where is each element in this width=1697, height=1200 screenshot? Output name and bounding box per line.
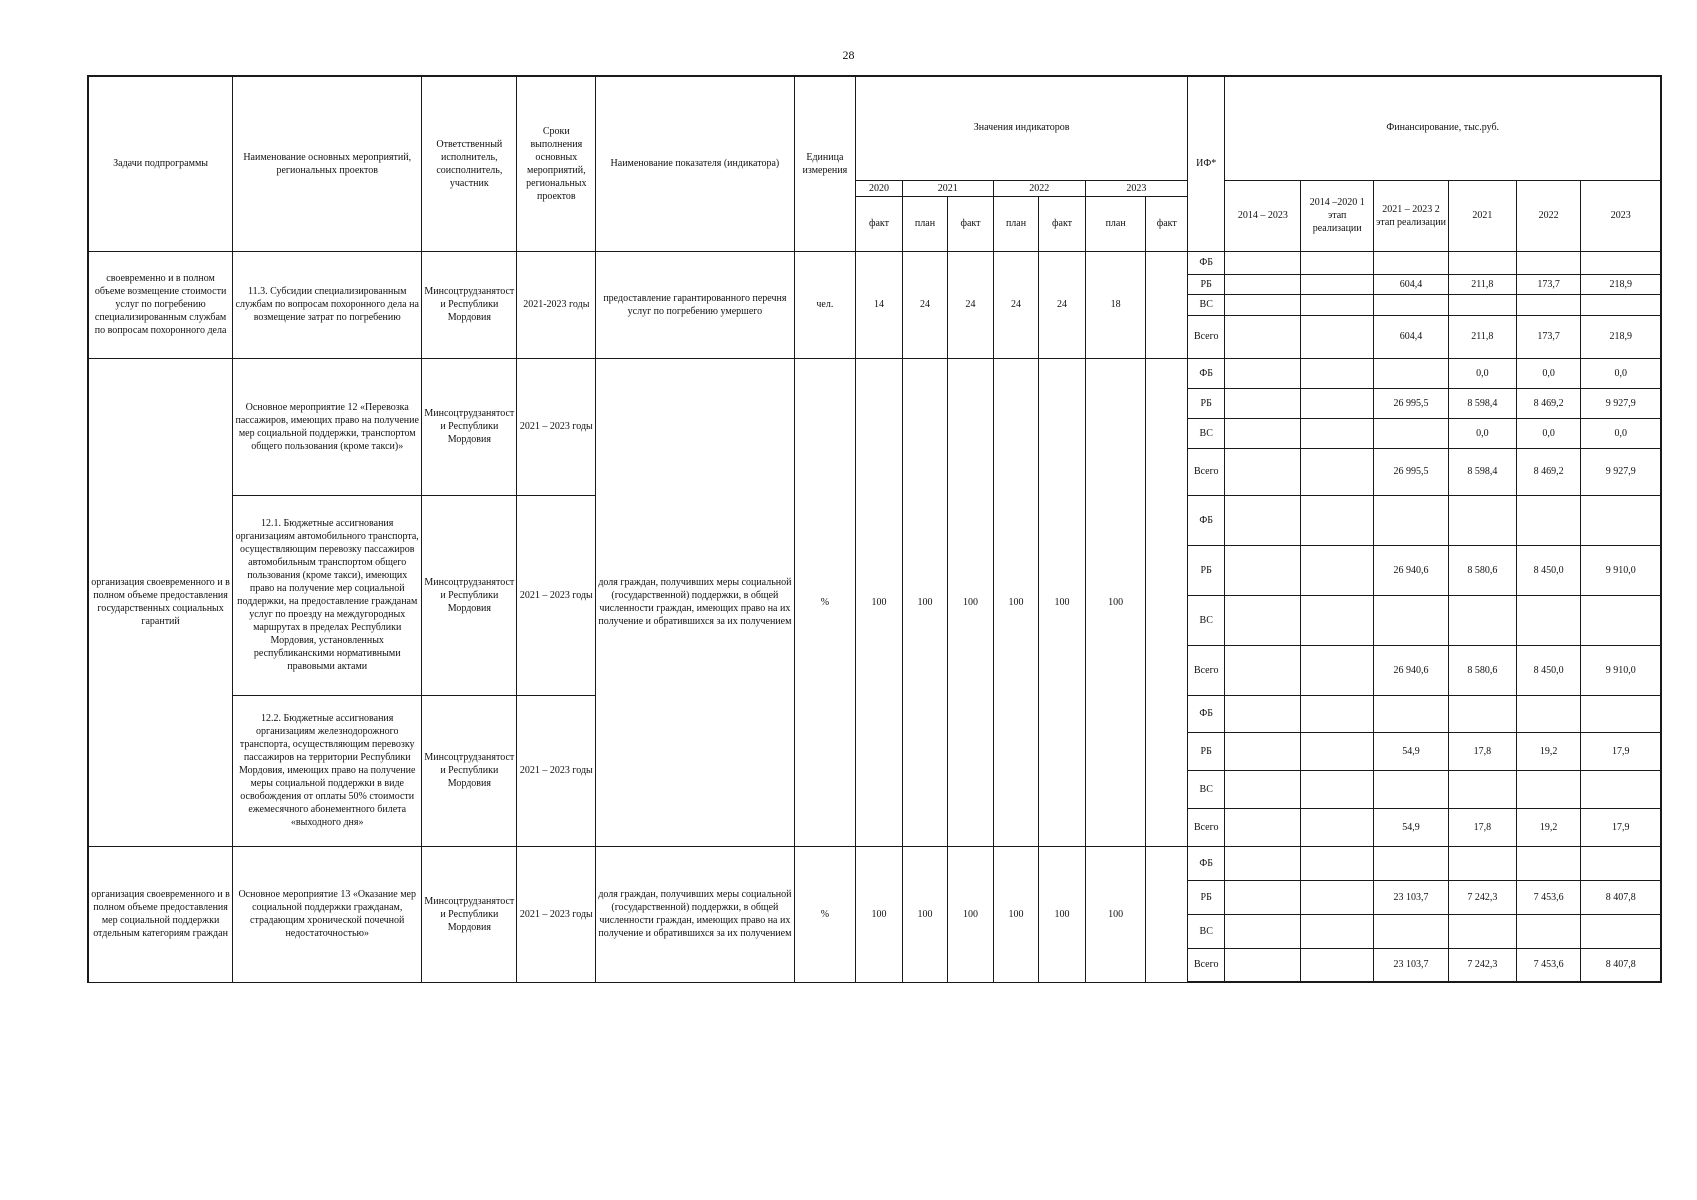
finance-cell bbox=[1516, 251, 1581, 274]
funding-source-cell: Всего bbox=[1188, 645, 1225, 695]
indicator-value-cell: 100 bbox=[993, 358, 1039, 846]
indicator-value-cell: 24 bbox=[948, 251, 994, 358]
finance-cell: 8 469,2 bbox=[1516, 448, 1581, 495]
finance-cell bbox=[1301, 545, 1374, 595]
finance-cell bbox=[1374, 695, 1449, 732]
finance-cell bbox=[1448, 294, 1516, 315]
finance-cell: 211,8 bbox=[1448, 274, 1516, 294]
finance-cell: 17,9 bbox=[1581, 732, 1661, 770]
measure-cell: Основное мероприятие 12 «Перевозка пассажиров, имеющих право на получение мер социальной поддержки, транспортом общего пользования (кроме такси)» bbox=[233, 358, 422, 495]
finance-cell bbox=[1225, 251, 1301, 274]
finance-cell bbox=[1374, 358, 1449, 388]
finance-cell: 218,9 bbox=[1581, 315, 1661, 358]
header-fin-col-5: 2022 bbox=[1516, 180, 1581, 251]
funding-source-cell: ВС bbox=[1188, 294, 1225, 315]
header-plan: план bbox=[993, 196, 1039, 251]
finance-cell bbox=[1301, 645, 1374, 695]
finance-cell bbox=[1225, 808, 1301, 846]
finance-cell bbox=[1516, 770, 1581, 808]
header-terms: Сроки выполнения основных мероприятий, региональных проектов bbox=[517, 76, 596, 251]
finance-cell: 54,9 bbox=[1374, 732, 1449, 770]
finance-cell: 26 995,5 bbox=[1374, 388, 1449, 418]
header-unit: Единица измерения bbox=[794, 76, 856, 251]
responsible-cell: Минсоцтрудзанятости Республики Мордовия bbox=[422, 846, 517, 982]
finance-cell bbox=[1301, 808, 1374, 846]
indicator-value-cell: 100 bbox=[1039, 846, 1086, 982]
finance-cell: 7 242,3 bbox=[1448, 948, 1516, 982]
finance-cell bbox=[1516, 294, 1581, 315]
header-financing: Финансирование, тыс.руб. bbox=[1225, 76, 1661, 180]
finance-cell bbox=[1225, 545, 1301, 595]
indicator-value-cell: 100 bbox=[948, 358, 994, 846]
responsible-cell: Минсоцтрудзанятости Республики Мордовия bbox=[422, 358, 517, 495]
funding-source-cell: ФБ bbox=[1188, 695, 1225, 732]
finance-cell: 17,8 bbox=[1448, 808, 1516, 846]
finance-cell bbox=[1225, 294, 1301, 315]
indicator-value-cell: 100 bbox=[993, 846, 1039, 982]
responsible-cell: Минсоцтрудзанятости Республики Мордовия bbox=[422, 695, 517, 846]
finance-cell bbox=[1301, 358, 1374, 388]
finance-cell bbox=[1225, 846, 1301, 880]
table-row bbox=[88, 358, 1661, 388]
unit-cell: % bbox=[794, 358, 856, 846]
header-responsible: Ответственный исполнитель, соисполнитель, участник bbox=[422, 76, 517, 251]
indicator-value-cell: 100 bbox=[1085, 846, 1146, 982]
finance-cell: 23 103,7 bbox=[1374, 948, 1449, 982]
funding-source-cell: ВС bbox=[1188, 418, 1225, 448]
finance-cell bbox=[1225, 645, 1301, 695]
finance-cell bbox=[1581, 770, 1661, 808]
finance-cell: 8 450,0 bbox=[1516, 645, 1581, 695]
finance-cell: 604,4 bbox=[1374, 274, 1449, 294]
measure-cell: 11.3. Субсидии специализированным службам по вопросам похоронного дела на возмещение затрат по погребению bbox=[233, 251, 422, 358]
finance-cell bbox=[1301, 315, 1374, 358]
finance-cell bbox=[1516, 914, 1581, 948]
finance-cell bbox=[1374, 595, 1449, 645]
header-year-2023: 2023 bbox=[1085, 180, 1187, 196]
funding-source-cell: ВС bbox=[1188, 914, 1225, 948]
table-row bbox=[88, 251, 1661, 274]
finance-cell bbox=[1301, 448, 1374, 495]
finance-cell: 9 910,0 bbox=[1581, 545, 1661, 595]
finance-cell bbox=[1301, 251, 1374, 274]
funding-source-cell: Всего bbox=[1188, 948, 1225, 982]
finance-cell bbox=[1581, 695, 1661, 732]
finance-cell bbox=[1581, 251, 1661, 274]
task-cell: организация своевременного и в полном объеме предоставления государственных социальных гарантий bbox=[88, 358, 233, 846]
funding-source-cell: ФБ bbox=[1188, 251, 1225, 274]
task-cell: своевременно и в полном объеме возмещение стоимости услуг по погребению специализированным службам по вопросам похоронного дела bbox=[88, 251, 233, 358]
finance-cell bbox=[1581, 294, 1661, 315]
indicator-value-cell bbox=[1146, 846, 1188, 982]
funding-source-cell: РБ bbox=[1188, 880, 1225, 914]
finance-cell bbox=[1301, 770, 1374, 808]
finance-cell: 54,9 bbox=[1374, 808, 1449, 846]
finance-cell bbox=[1374, 846, 1449, 880]
finance-cell bbox=[1301, 418, 1374, 448]
finance-cell bbox=[1225, 495, 1301, 545]
funding-source-cell: Всего bbox=[1188, 315, 1225, 358]
finance-cell bbox=[1225, 914, 1301, 948]
finance-cell: 8 407,8 bbox=[1581, 880, 1661, 914]
indicator-value-cell: 24 bbox=[993, 251, 1039, 358]
finance-cell bbox=[1581, 595, 1661, 645]
finance-cell bbox=[1225, 315, 1301, 358]
finance-cell bbox=[1516, 495, 1581, 545]
header-fact: факт bbox=[1039, 196, 1086, 251]
indicator-value-cell: 24 bbox=[902, 251, 948, 358]
finance-cell bbox=[1225, 358, 1301, 388]
finance-cell bbox=[1225, 695, 1301, 732]
header-fin-col-3: 2021 – 2023 2 этап реализации bbox=[1374, 180, 1449, 251]
finance-cell bbox=[1448, 770, 1516, 808]
finance-cell: 8 598,4 bbox=[1448, 388, 1516, 418]
header-year-2020: 2020 bbox=[856, 180, 903, 196]
finance-cell bbox=[1301, 495, 1374, 545]
finance-cell: 0,0 bbox=[1448, 418, 1516, 448]
finance-cell: 9 927,9 bbox=[1581, 388, 1661, 418]
finance-cell: 173,7 bbox=[1516, 274, 1581, 294]
terms-cell: 2021 – 2023 годы bbox=[517, 495, 596, 695]
finance-cell: 8 580,6 bbox=[1448, 545, 1516, 595]
finance-cell bbox=[1448, 495, 1516, 545]
header-year-2022: 2022 bbox=[993, 180, 1085, 196]
finance-cell bbox=[1301, 846, 1374, 880]
indicator-value-cell: 100 bbox=[1085, 358, 1146, 846]
finance-cell bbox=[1581, 846, 1661, 880]
header-funding-source: ИФ* bbox=[1188, 76, 1225, 251]
finance-cell bbox=[1225, 274, 1301, 294]
header-fin-col-4: 2021 bbox=[1448, 180, 1516, 251]
finance-cell bbox=[1516, 846, 1581, 880]
funding-source-cell: Всего bbox=[1188, 448, 1225, 495]
funding-source-cell: ФБ bbox=[1188, 495, 1225, 545]
finance-cell bbox=[1301, 880, 1374, 914]
measure-cell: 12.1. Бюджетные ассигнования организациям автомобильного транспорта, осуществляющим перевозку пассажиров автомобильным транспортом общего пользования (кроме такси), имеющих право на получение мер социальной поддержки, на предоставление гражданам услуг по проезду на междугородных маршрутах в пределах Республики Мордовия, установленных республиканскими нормативными правовыми актами bbox=[233, 495, 422, 695]
header-fact: факт bbox=[856, 196, 903, 251]
indicator-value-cell bbox=[1146, 251, 1188, 358]
finance-cell bbox=[1448, 914, 1516, 948]
measure-cell: 12.2. Бюджетные ассигнования организациям железнодорожного транспорта, осуществляющим перевозку пассажиров на территории Республики Мордовия, имеющих право на получение меры социальной поддержки в виде освобождения от оплаты 50% стоимости ежемесячного абонементного билета «выходного дня» bbox=[233, 695, 422, 846]
finance-cell: 211,8 bbox=[1448, 315, 1516, 358]
finance-cell: 9 927,9 bbox=[1581, 448, 1661, 495]
unit-cell: чел. bbox=[794, 251, 856, 358]
funding-source-cell: РБ bbox=[1188, 388, 1225, 418]
finance-cell: 0,0 bbox=[1516, 358, 1581, 388]
finance-cell bbox=[1301, 274, 1374, 294]
finance-cell: 0,0 bbox=[1581, 418, 1661, 448]
finance-cell bbox=[1301, 595, 1374, 645]
header-fin-col-1: 2014 – 2023 bbox=[1225, 180, 1301, 251]
responsible-cell: Минсоцтрудзанятости Республики Мордовия bbox=[422, 251, 517, 358]
finance-cell: 23 103,7 bbox=[1374, 880, 1449, 914]
finance-cell bbox=[1301, 294, 1374, 315]
header-fact: факт bbox=[948, 196, 994, 251]
funding-source-cell: ФБ bbox=[1188, 358, 1225, 388]
indicator-value-cell: 100 bbox=[948, 846, 994, 982]
page-number: 28 bbox=[842, 48, 855, 62]
terms-cell: 2021-2023 годы bbox=[517, 251, 596, 358]
finance-cell: 8 469,2 bbox=[1516, 388, 1581, 418]
funding-source-cell: РБ bbox=[1188, 274, 1225, 294]
header-tasks: Задачи подпрограммы bbox=[88, 76, 233, 251]
finance-cell bbox=[1225, 880, 1301, 914]
header-fact: факт bbox=[1146, 196, 1188, 251]
indicator-value-cell: 100 bbox=[856, 358, 903, 846]
finance-cell bbox=[1374, 251, 1449, 274]
header-plan: план bbox=[1085, 196, 1146, 251]
finance-cell bbox=[1581, 495, 1661, 545]
funding-source-cell: ФБ bbox=[1188, 846, 1225, 880]
finance-cell bbox=[1225, 448, 1301, 495]
finance-cell bbox=[1225, 388, 1301, 418]
finance-cell: 0,0 bbox=[1516, 418, 1581, 448]
finance-cell: 8 598,4 bbox=[1448, 448, 1516, 495]
finance-cell: 8 580,6 bbox=[1448, 645, 1516, 695]
terms-cell: 2021 – 2023 годы bbox=[517, 695, 596, 846]
indicator-value-cell bbox=[1146, 358, 1188, 846]
responsible-cell: Минсоцтрудзанятости Республики Мордовия bbox=[422, 495, 517, 695]
finance-cell bbox=[1301, 388, 1374, 418]
finance-cell bbox=[1374, 495, 1449, 545]
indicator-cell: доля граждан, получивших меры социальной (государственной) поддержки, в общей численности граждан, имеющих право на их получение и обратившихся за их получением bbox=[596, 358, 794, 846]
indicator-cell: предоставление гарантированного перечня услуг по погребению умершего bbox=[596, 251, 794, 358]
finance-cell bbox=[1516, 695, 1581, 732]
indicator-value-cell: 18 bbox=[1085, 251, 1146, 358]
finance-cell bbox=[1301, 695, 1374, 732]
finance-cell bbox=[1374, 294, 1449, 315]
funding-source-cell: ВС bbox=[1188, 595, 1225, 645]
finance-cell bbox=[1225, 948, 1301, 982]
measure-cell: Основное мероприятие 13 «Оказание мер социальной поддержки гражданам, страдающим хронической почечной недостаточностью» bbox=[233, 846, 422, 982]
finance-cell bbox=[1225, 418, 1301, 448]
funding-source-cell: РБ bbox=[1188, 732, 1225, 770]
unit-cell: % bbox=[794, 846, 856, 982]
indicator-value-cell: 14 bbox=[856, 251, 903, 358]
finance-cell bbox=[1374, 770, 1449, 808]
finance-cell bbox=[1448, 695, 1516, 732]
program-table bbox=[87, 75, 1662, 983]
finance-cell: 9 910,0 bbox=[1581, 645, 1661, 695]
finance-cell: 604,4 bbox=[1374, 315, 1449, 358]
finance-cell bbox=[1448, 595, 1516, 645]
header-indicator-values: Значения индикаторов bbox=[856, 76, 1188, 180]
finance-cell: 19,2 bbox=[1516, 808, 1581, 846]
header-year-2021: 2021 bbox=[902, 180, 993, 196]
finance-cell: 173,7 bbox=[1516, 315, 1581, 358]
indicator-value-cell: 24 bbox=[1039, 251, 1086, 358]
finance-cell bbox=[1516, 595, 1581, 645]
finance-cell: 218,9 bbox=[1581, 274, 1661, 294]
finance-cell: 0,0 bbox=[1448, 358, 1516, 388]
finance-cell: 26 995,5 bbox=[1374, 448, 1449, 495]
header-measures: Наименование основных мероприятий, региональных проектов bbox=[233, 76, 422, 251]
indicator-value-cell: 100 bbox=[902, 358, 948, 846]
finance-cell bbox=[1301, 914, 1374, 948]
finance-cell: 17,8 bbox=[1448, 732, 1516, 770]
funding-source-cell: Всего bbox=[1188, 808, 1225, 846]
header-fin-col-2: 2014 –2020 1 этап реализации bbox=[1301, 180, 1374, 251]
table-body bbox=[88, 76, 1661, 982]
finance-cell bbox=[1448, 846, 1516, 880]
header-fin-col-6: 2023 bbox=[1581, 180, 1661, 251]
terms-cell: 2021 – 2023 годы bbox=[517, 358, 596, 495]
finance-cell: 26 940,6 bbox=[1374, 645, 1449, 695]
table-row bbox=[88, 846, 1661, 880]
finance-cell bbox=[1225, 595, 1301, 645]
indicator-value-cell: 100 bbox=[902, 846, 948, 982]
finance-cell: 19,2 bbox=[1516, 732, 1581, 770]
finance-cell bbox=[1301, 948, 1374, 982]
finance-cell: 17,9 bbox=[1581, 808, 1661, 846]
header-indicator: Наименование показателя (индикатора) bbox=[596, 76, 794, 251]
finance-cell bbox=[1225, 770, 1301, 808]
finance-cell: 8 450,0 bbox=[1516, 545, 1581, 595]
finance-cell: 0,0 bbox=[1581, 358, 1661, 388]
finance-cell: 26 940,6 bbox=[1374, 545, 1449, 595]
indicator-value-cell: 100 bbox=[1039, 358, 1086, 846]
funding-source-cell: ВС bbox=[1188, 770, 1225, 808]
finance-cell bbox=[1448, 251, 1516, 274]
finance-cell: 7 242,3 bbox=[1448, 880, 1516, 914]
finance-cell: 7 453,6 bbox=[1516, 948, 1581, 982]
header-plan: план bbox=[902, 196, 948, 251]
finance-cell bbox=[1374, 914, 1449, 948]
finance-cell bbox=[1374, 418, 1449, 448]
funding-source-cell: РБ bbox=[1188, 545, 1225, 595]
indicator-value-cell: 100 bbox=[856, 846, 903, 982]
finance-cell bbox=[1301, 732, 1374, 770]
finance-cell: 8 407,8 bbox=[1581, 948, 1661, 982]
indicator-cell: доля граждан, получивших меры социальной (государственной) поддержки, в общей численности граждан, имеющих право на их получение и обратившихся за их получением bbox=[596, 846, 794, 982]
finance-cell: 7 453,6 bbox=[1516, 880, 1581, 914]
finance-cell bbox=[1581, 914, 1661, 948]
task-cell: организация своевременного и в полном объеме предоставления мер социальной поддержки отдельным категориям граждан bbox=[88, 846, 233, 982]
terms-cell: 2021 – 2023 годы bbox=[517, 846, 596, 982]
finance-cell bbox=[1225, 732, 1301, 770]
